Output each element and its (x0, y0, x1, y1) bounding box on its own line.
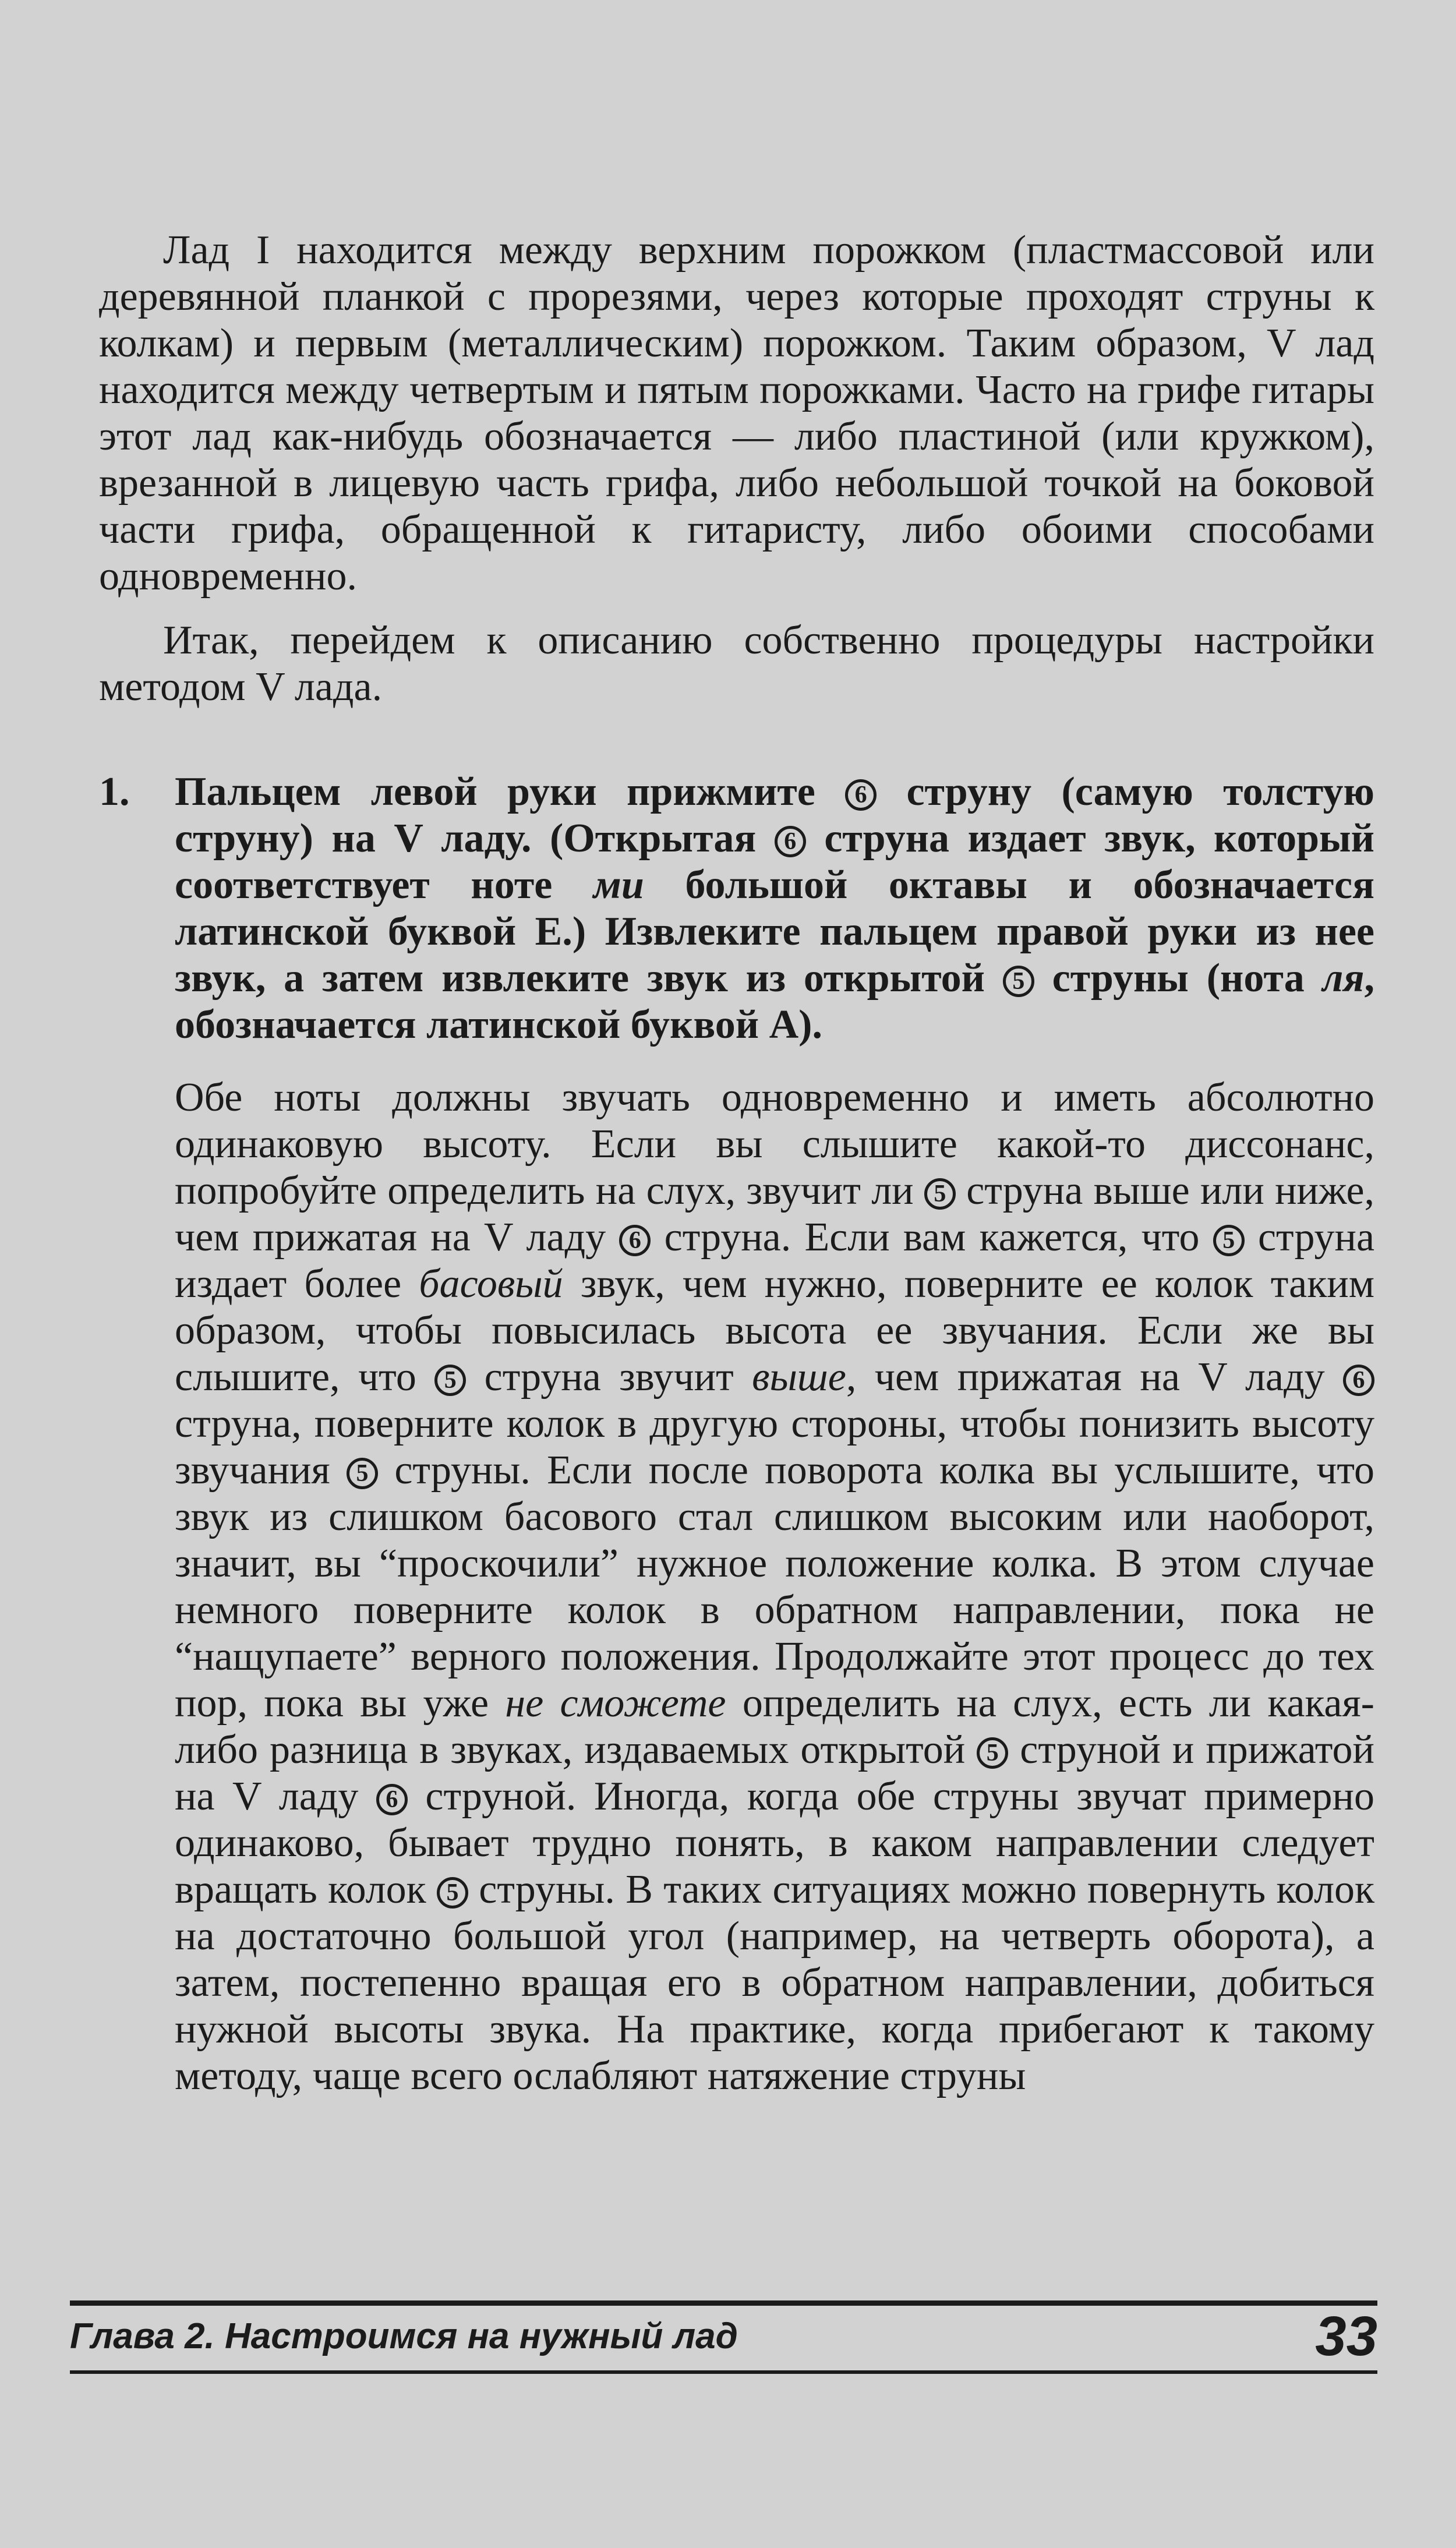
paragraph-tuning-procedure (175, 1075, 1374, 2100)
string-5-marker: 5 (924, 1178, 956, 1210)
text-run: , чем прижатая на V ладу (846, 1355, 1325, 1400)
paragraph-intro: Итак, перейдем к описанию собственно процедуры настройки методом V лада. (99, 618, 1374, 709)
string-6-marker: 6 (775, 826, 806, 857)
text-run: струна выше или ниже, чем прижатая на V ладу (175, 1168, 1375, 1260)
string-5-marker: 5 (437, 1877, 468, 1909)
note-name: ми (593, 863, 644, 907)
paragraph-fret-description: Лад I находится между верхним порожком (пластмассовой или деревянной планкой с прорезями, через которые проходят струны к колкам) и первым (металлическим) порожком. Таким образом, V лад находится между четвертым и пятым порожками. Часто на грифе гитары этот лад как-нибудь обозначается — либо пластиной (или кружком), врезанной в лицевую часть грифа, либо небольшой точкой на боковой части грифа, обращенной к гитаристу, либо обоими способами одновременно. (99, 228, 1374, 599)
string-5-marker: 5 (1213, 1225, 1245, 1256)
text-run: струной и прижатой на V ладу (175, 1727, 1375, 1819)
text-run: струна. Если вам кажется, что (664, 1215, 1200, 1260)
note-name: ля (1322, 956, 1365, 1001)
string-6-marker: 6 (619, 1225, 651, 1256)
text-run: струной. Иногда, когда обе струны звучат примерно одинаково, бывает трудно понять, в каком направлении следует вращать колок (175, 1774, 1375, 1912)
text-run: звук, чем нужно, поверните ее колок таким образом, чтобы повысилась высота ее звучания. Если же вы слышите, что (175, 1261, 1374, 1400)
text-run: струна издает более (175, 1215, 1375, 1306)
emphasis-text: не сможете (505, 1681, 726, 1726)
emphasis-text: выше (752, 1355, 846, 1400)
text-run: струна, поверните колок в другую стороны, чтобы понизить высоту звучания (175, 1401, 1374, 1493)
page-content (99, 227, 1374, 2100)
page-footer (70, 2300, 1377, 2374)
text-run: струна звучит (484, 1355, 734, 1400)
string-6-marker: 6 (1343, 1365, 1374, 1396)
step-1-text (175, 769, 1374, 1048)
chapter-title: Глава 2. Настроимся на нужный лад (70, 2316, 738, 2356)
string-5-marker: 5 (347, 1458, 378, 1489)
footer-rule (70, 2370, 1377, 2374)
step-text: струну (самую толстую струну) на V ладу. (Открытая (175, 769, 1374, 861)
string-5-marker: 5 (1003, 966, 1034, 997)
step-1 (99, 769, 1374, 1048)
string-6-marker: 6 (845, 779, 877, 811)
text-run: струны. Если после поворота колка вы услышите, что звук из слишком басового стал слишком высоким или наоборот, значит, вы “проскочили” нужное положение колка. В этом случае немного поверните колок в обратном направлении, пока не “нащупаете” верного положения. Продолжайте этот процесс до тех пор, пока вы уже (175, 1448, 1375, 1726)
string-5-marker: 5 (977, 1737, 1008, 1769)
text-run: Обе ноты должны звучать одновременно и иметь абсолютно одинаковую высоту. Если вы слышите какой-то диссонанс, попробуйте определить на слух, звучит ли (175, 1075, 1374, 1213)
step-text: Пальцем левой руки прижмите (175, 769, 815, 814)
step-text: струны (нота (1052, 956, 1305, 1001)
step-text: струна издает звук, который соответствует ноте (175, 816, 1375, 907)
step-number: 1. (99, 769, 130, 814)
string-5-marker: 5 (434, 1365, 466, 1396)
string-6-marker: 6 (376, 1784, 408, 1815)
text-run: струны. В таких ситуациях можно повернуть колок на достаточно большой угол (например, на четверть оборота), а затем, постепенно вращая его в обратном направлении, добиться нужной высоты звука. На практике, когда прибегают к такому методу, чаще всего ослабляют натяжение струны (175, 1867, 1375, 2098)
emphasis-text: басовый (419, 1261, 563, 1306)
text-run: определить на слух, есть ли какая-либо разница в звуках, издаваемых открытой (175, 1681, 1374, 1772)
footer-rule (70, 2300, 1377, 2306)
step-1-explanation (99, 1075, 1374, 2100)
step-text: , обозначается латинской буквой A). (175, 956, 1374, 1047)
page-number: 33 (1315, 2305, 1377, 2367)
footer-row (70, 2306, 1377, 2367)
step-text: большой октавы и обозначается латинской буквой E.) Извлеките пальцем правой руки из нее звук, а затем извлеките звук из открытой (175, 863, 1374, 1001)
